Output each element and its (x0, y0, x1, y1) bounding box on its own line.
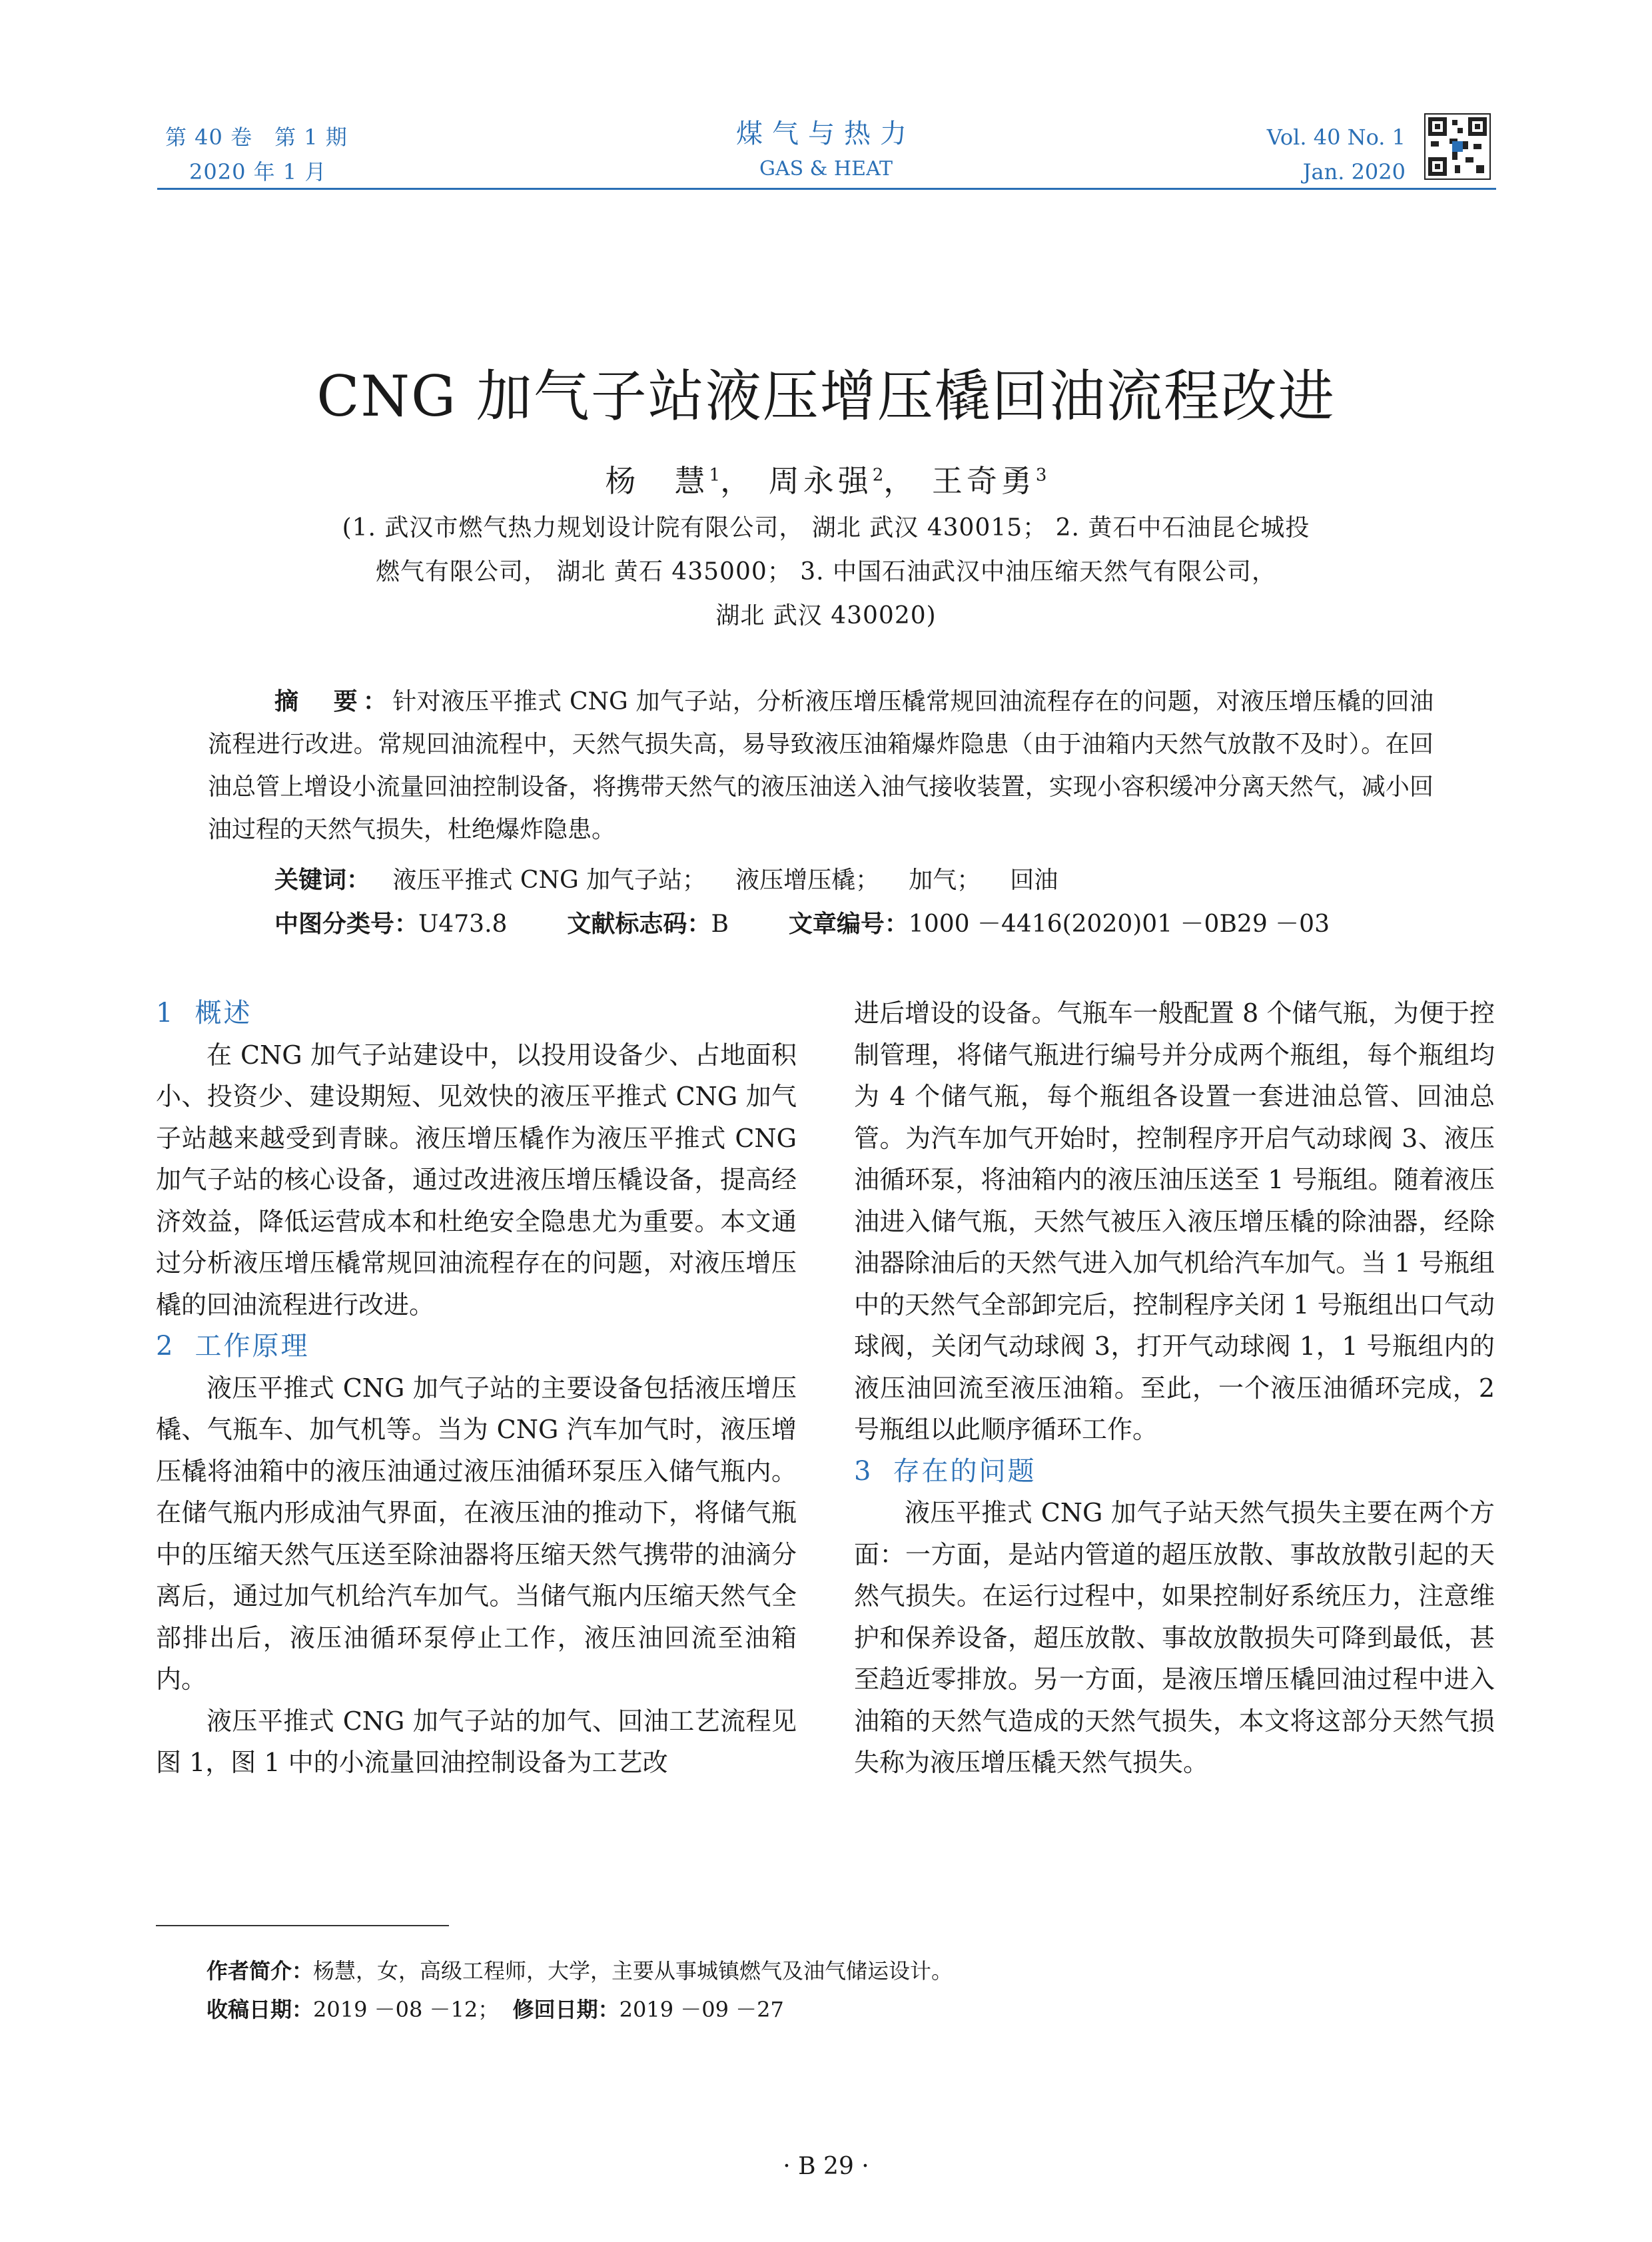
keyword: 液压平推式 CNG 加气子站； (392, 867, 707, 894)
section-heading (156, 1325, 797, 1367)
dates (206, 1990, 953, 2029)
section-title: 工作原理 (195, 1331, 310, 1361)
body-column-left (156, 992, 797, 1784)
volume-en: Vol. 40 No. 1 (1266, 125, 1406, 150)
revised-label: 修回日期： (512, 1997, 620, 2022)
page-number: · B 29 · (783, 2153, 869, 2180)
qr-code-icon (1424, 113, 1491, 180)
classification-line (274, 903, 1330, 946)
section-number: 3 (854, 1455, 873, 1487)
header-right (1267, 120, 1406, 189)
article-number-value: 1000 －4416(2020)01 －0B29 －03 (908, 911, 1330, 938)
author-affil-mark: 3 (1035, 465, 1047, 486)
section-number: 2 (156, 1331, 175, 1361)
section-number: 1 (156, 998, 175, 1028)
paragraph: 液压平推式 CNG 加气子站的加气、回油工艺流程见图 1，图 1 中的小流量回油控制设备为工艺改 (156, 1706, 797, 1777)
header-left (165, 120, 348, 189)
journal-name-en: GAS & HEAT (759, 157, 893, 181)
clc-value: U473.8 (418, 911, 508, 938)
paragraph: 液压平推式 CNG 加气子站的主要设备包括液压增压橇、气瓶车、加气机等。当为 CNG 汽车加气时，液压增压橇将油箱中的液压油通过液压油循环泵压入储气瓶内。在储气瓶内形成油气界面，在液压油的推动下，将储气瓶中的压缩天然气压送至除油器将压缩天然气携带的油滴分离后，通过加气机给汽车加气。当储气瓶内压缩天然气全部排出后，液压油循环泵停止工作，液压油回流至油箱内。 (156, 1373, 797, 1694)
footnote-rule (156, 1925, 449, 1926)
date-cn: 2020 年 1 月 (189, 159, 327, 185)
author-separator: ， (720, 463, 755, 499)
header-rule (157, 188, 1496, 190)
volume-cn: 第 40 卷 第 1 期 (165, 125, 348, 150)
keywords (274, 859, 1072, 902)
author-separator: ， (883, 463, 919, 499)
author-list (0, 457, 1652, 501)
section-title: 存在的问题 (893, 1455, 1036, 1487)
abstract-text: 针对液压平推式 CNG 加气子站，分析液压增压橇常规回油流程存在的问题，对液压增压橇的回油流程进行改进。常规回油流程中，天然气损失高，易导致液压油箱爆炸隐患（由于油箱内天然气放散不及时）。在回油总管上增设小流量回油控制设备，将携带天然气的液压油送入油气接收装置，实现小容积缓冲分离天然气，减小回油过程的天然气损失，杜绝爆炸隐患。 (208, 688, 1434, 843)
author-name: 周永强 (768, 463, 873, 499)
bio-text: 杨慧，女，高级工程师，大学，主要从事城镇燃气及油气储运设计。 (313, 1958, 953, 1984)
paragraph-continued: 进后增设的设备。气瓶车一般配置 8 个储气瓶，为便于控制管理，将储气瓶进行编号并分成两个瓶组，每个瓶组均为 4 个储气瓶，每个瓶组各设置一套进油总管、回油总管。为汽车加气开始时，控制程序开启气动球阀 3、液压油循环泵，将油箱内的液压油压送至 1 号瓶组。随着液压油进入储气瓶，天然气被压入液压增压橇的除油器，经除油器除油后的天然气进入加气机给汽车加气。当 1 号瓶组中的天然气全部卸完后，控制程序关闭 1 号瓶组出口气动球阀，关闭气动球阀 3，打开气动球阀 1，1 号瓶组内的液压油回流至液压油箱。至此，一个液压油循环完成，2 号瓶组以此顺序循环工作。 (854, 998, 1495, 1444)
abstract-label: 摘 要： (274, 688, 393, 715)
section-title: 概述 (195, 998, 252, 1028)
author-name: 王奇勇 (931, 463, 1036, 499)
journal-name (626, 115, 1026, 185)
paragraph: 在 CNG 加气子站建设中，以投用设备少、占地面积小、投资少、建设期短、见效快的液压平推式 CNG 加气子站越来越受到青睐。液压增压橇作为液压平推式 CNG 加气子站的核心设备，通过改进液压增压橇设备，提高经济效益，降低运营成本和杜绝安全隐患尤为重要。本文通过分析液压增压橇常规回油流程存在的问题，对液压增压橇的回油流程进行改进。 (156, 1040, 797, 1319)
keyword: 回油 (1010, 867, 1058, 894)
affiliation-line: (1. 武汉市燃气热力规划设计院有限公司， 湖北 武汉 430015； 2. 黄石中石油昆仑城投 (342, 514, 1310, 542)
keyword: 液压增压橇； (735, 867, 880, 894)
journal-name-cn: 煤气与热力 (736, 119, 916, 149)
abstract (208, 681, 1434, 851)
paper-title: CNG 加气子站液压增压橇回油流程改进 (316, 364, 1336, 429)
footnote (206, 1952, 953, 2029)
affiliation-line: 燃气有限公司， 湖北 黄石 435000； 3. 中国石油武汉中油压缩天然气有限公司， (376, 558, 1276, 585)
body-column-right (854, 992, 1495, 1784)
paragraph: 液压平推式 CNG 加气子站天然气损失主要在两个方面：一方面，是站内管道的超压放散、事故放散引起的天然气损失。在运行过程中，如果控制好系统压力，注意维护和保养设备，超压放散、事故放散损失可降到最低，甚至趋近零排放。另一方面，是液压增压橇回油过程中进入油箱的天然气造成的天然气损失，本文将这部分天然气损失称为液压增压橇天然气损失。 (854, 1498, 1495, 1777)
author-bio (206, 1952, 953, 1990)
section-heading (854, 1451, 1495, 1493)
author-name: 杨 慧 (605, 463, 709, 499)
author-affil-mark: 1 (709, 465, 721, 486)
doc-code-label: 文献标志码： (567, 911, 711, 938)
author-affil-mark: 2 (872, 465, 884, 486)
bio-label: 作者简介： (206, 1958, 314, 1984)
revised-date: 2019 －09 －27 (619, 1997, 784, 2022)
keyword: 加气； (909, 867, 981, 894)
clc-label: 中图分类号： (274, 911, 419, 938)
section-heading (156, 992, 797, 1034)
article-number-label: 文章编号： (788, 911, 909, 938)
received-date: 2019 －08 －12； (313, 1997, 500, 2022)
affiliations (253, 506, 1399, 638)
date-en: Jan. 2020 (1302, 159, 1406, 185)
received-label: 收稿日期： (206, 1997, 314, 2022)
keywords-label: 关键词： (274, 867, 371, 894)
doc-code-value: B (711, 911, 729, 938)
affiliation-line: 湖北 武汉 430020) (715, 602, 937, 629)
